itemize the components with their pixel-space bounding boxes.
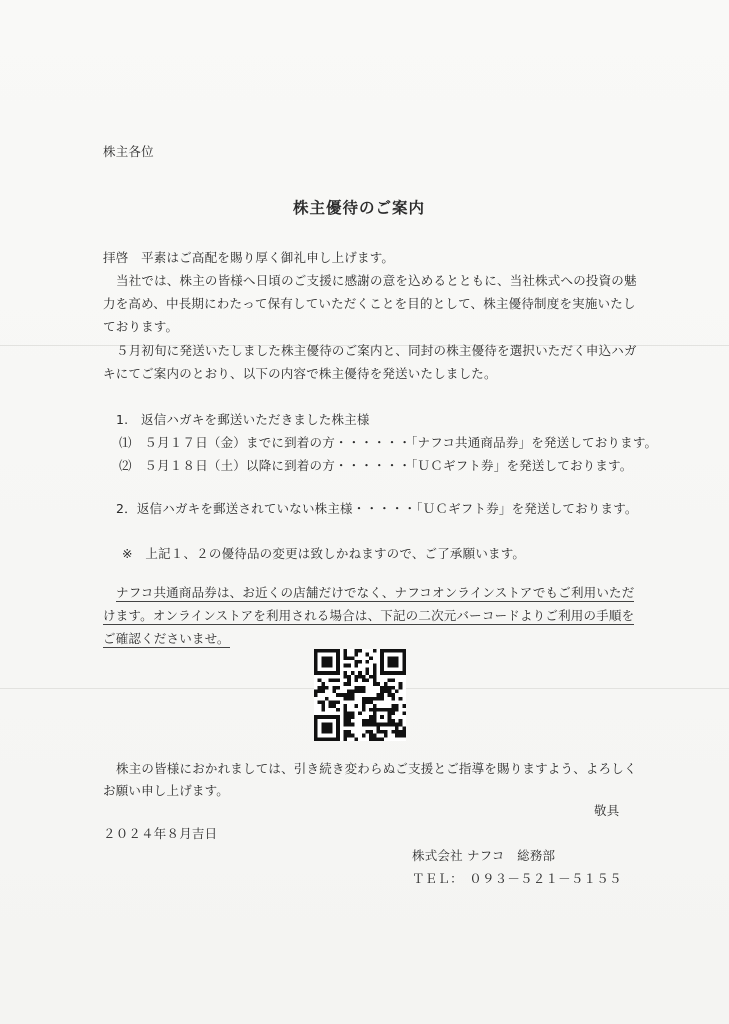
para2-line: ５月初旬に発送いたしました株主優待のご案内と、同封の株主優待を選択いただく申込ハガ	[116, 343, 637, 358]
greeting: 拝啓 平素はご高配を賜り厚く御礼申し上げます。	[103, 250, 395, 265]
sign-off: 敬具	[594, 803, 620, 818]
qr-code-image	[314, 649, 406, 741]
para1-line: 当社では、株主の皆様へ日頃のご支援に感謝の意を込めるとともに、当社株式への投資の魅	[116, 273, 637, 288]
item1-sub1: ⑴ ５月１７日（金）までに到着の方・・・・・・「ナフコ共通商品券」を発送しております。	[119, 435, 658, 450]
item1-heading: 1. 返信ハガキを郵送いただきました株主様	[116, 412, 370, 427]
online-store-note-line: けます。オンラインストアを利用される場合は、下記の二次元バーコードよりご利用の手順を	[103, 608, 635, 623]
closing-line: お願い申し上げます。	[103, 783, 230, 798]
company-name: 株式会社 ナフコ 総務部	[412, 848, 556, 863]
item2: 2．返信ハガキを郵送されていない株主様・・・・・「ＵＣギフト券」を発送しております。	[116, 501, 638, 516]
addressee: 株主各位	[103, 144, 154, 159]
para2-line: キにてご案内のとおり、以下の内容で株主優待を発送いたしました。	[103, 366, 497, 381]
note: ※ 上記１、２の優待品の変更は致しかねますので、ご了承願います。	[122, 546, 526, 561]
online-store-note-line: ナフコ共通商品券は、お近くの店舗だけでなく、ナフコオンラインストアでもご利用いただ	[116, 585, 635, 600]
page-title: 株主優待のご案内	[293, 199, 426, 217]
closing-line: 株主の皆様におかれましては、引き続き変わらぬご支援とご指導を賜りますよう、よろしく	[116, 761, 637, 776]
date: ２０２４年８月吉日	[103, 826, 218, 841]
para1-line: 力を高め、中長期にわたって保有していただくことを目的として、株主優待制度を実施いたし	[103, 296, 636, 311]
para1-line: ております。	[103, 319, 179, 334]
online-store-note-line: ご確認くださいませ。	[103, 631, 230, 646]
item1-sub2: ⑵ ５月１８日（土）以降に到着の方・・・・・・「ＵＣギフト券」を発送しております。	[119, 458, 633, 473]
qr-code[interactable]	[314, 649, 406, 741]
telephone: ＴＥＬ： ０９３－５２１－５１５５	[412, 871, 622, 886]
